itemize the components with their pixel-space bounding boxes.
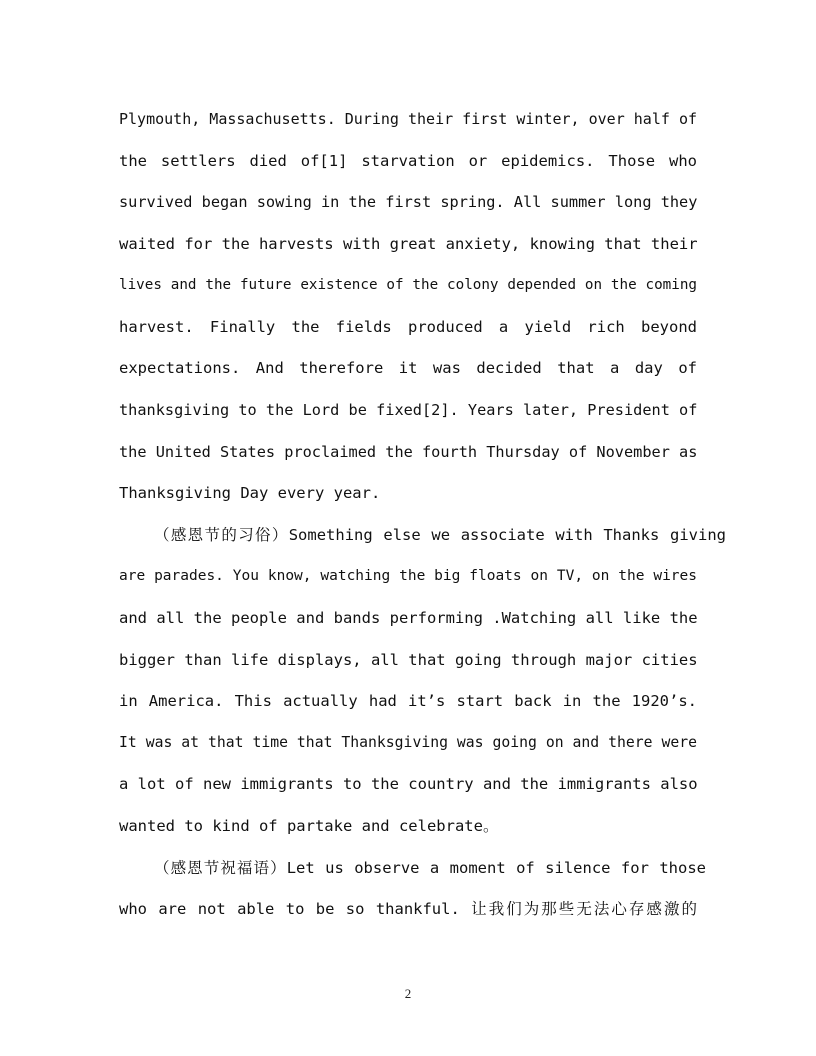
- text-line-19: （感恩节祝福语）Let us observe a moment of silence for those: [154, 859, 706, 877]
- text-line-15: in America. This actually had it’s start back in the 1920’s.: [119, 692, 697, 710]
- text-line-5: lives and the future existence of the colony depended on the coming: [119, 277, 697, 293]
- text-line-7: expectations. And therefore it was decided that a day of: [119, 359, 697, 377]
- text-line-4: waited for the harvests with great anxiety, knowing that their: [119, 235, 698, 253]
- text-line-16: It was at that time that Thanksgiving was going on and there were: [119, 734, 697, 751]
- text-line-6: harvest. Finally the fields produced a yield rich beyond: [119, 318, 697, 336]
- text-line-2: the settlers died of[1] starvation or epidemics. Those who: [119, 152, 697, 170]
- text-line-9: the United States proclaimed the fourth Thursday of November as: [119, 443, 698, 461]
- text-line-12: are parades. You know, watching the big floats on TV, on the wires: [119, 568, 697, 584]
- text-line-17: a lot of new immigrants to the country and the immigrants also: [119, 775, 698, 793]
- text-line-11: （感恩节的习俗）Something else we associate with Thanks giving: [154, 526, 726, 544]
- text-line-8: thanksgiving to the Lord be fixed[2]. Years later, President of: [119, 401, 698, 419]
- page-number: 2: [404, 986, 412, 1001]
- text-line-10: Thanksgiving Day every year.: [119, 484, 381, 502]
- text-line-14: bigger than life displays, all that going through major cities: [119, 651, 698, 669]
- text-line-3: survived began sowing in the first spring. All summer long they: [119, 193, 698, 211]
- text-line-13: and all the people and bands performing .Watching all like the: [119, 609, 698, 627]
- text-line-1: Plymouth, Massachusetts. During their first winter, over half of: [119, 110, 697, 128]
- text-line-18: wanted to kind of partake and celebrate。: [119, 817, 499, 835]
- text-line-20: who are not able to be so thankful. 让我们为那些无法心存感激的: [119, 900, 697, 918]
